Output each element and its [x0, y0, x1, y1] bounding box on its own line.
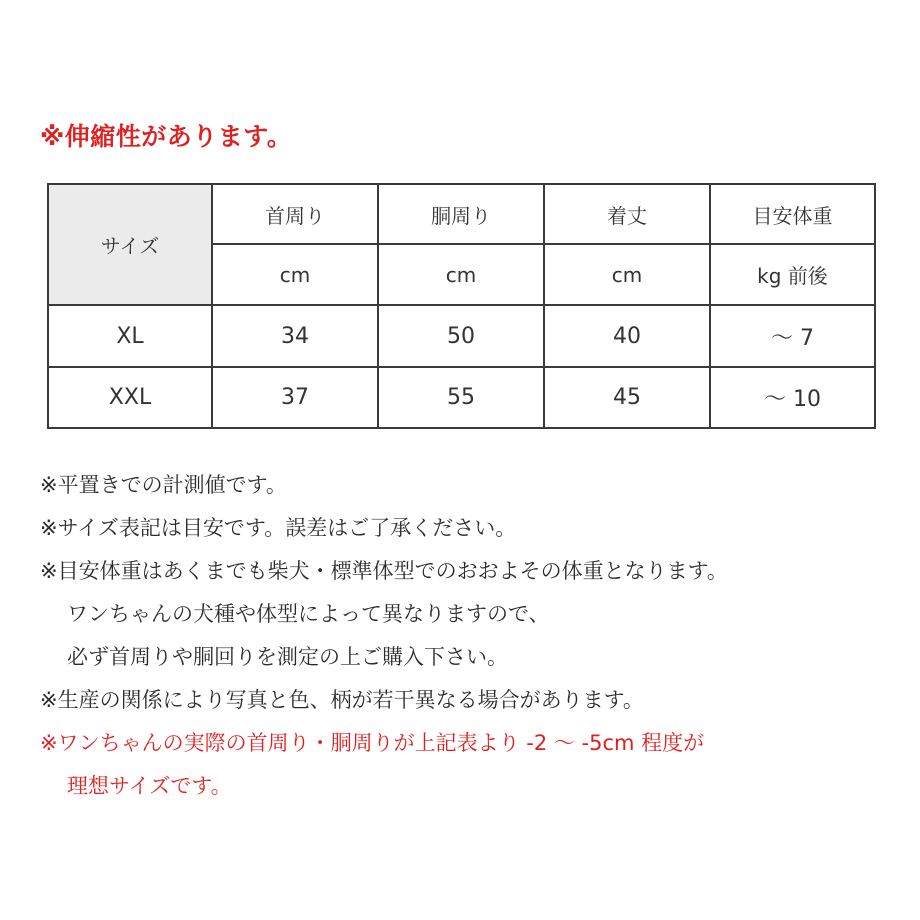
column-header-body: 胴周り — [378, 184, 544, 244]
stretch-notice-headline: ※伸縮性があります。 — [40, 122, 293, 151]
unit-body: cm — [378, 244, 544, 305]
value-length: 40 — [544, 305, 710, 367]
unit-neck: cm — [212, 244, 378, 305]
value-length: 45 — [544, 367, 710, 428]
value-neck: 37 — [212, 367, 378, 428]
value-neck: 34 — [212, 305, 378, 367]
note-weight-guide-cont2: 必ず首周りや胴回りを測定の上ご購入下さい。 — [67, 645, 508, 669]
size-header-cell: サイズ — [48, 184, 212, 305]
note-ideal-size: ※ワンちゃんの実際の首周り・胴周りが上記表より -2 ～ -5cm 程度が — [40, 731, 705, 755]
note-ideal-size-cont: 理想サイズです。 — [67, 774, 232, 798]
header-row-names — [48, 184, 875, 244]
table-row — [48, 367, 875, 428]
value-weight: ～ 7 — [710, 305, 875, 367]
value-body: 55 — [378, 367, 544, 428]
size-label: XXL — [48, 367, 212, 428]
size-chart-table — [47, 183, 876, 429]
value-weight: ～ 10 — [710, 367, 875, 428]
note-weight-guide-cont1: ワンちゃんの犬種や体型によって異なりますので、 — [67, 602, 550, 626]
unit-weight: kg 前後 — [710, 244, 875, 305]
note-production: ※生産の関係により写真と色、柄が若干異なる場合があります。 — [40, 688, 644, 712]
column-header-weight: 目安体重 — [710, 184, 875, 244]
value-body: 50 — [378, 305, 544, 367]
note-weight-guide: ※目安体重はあくまでも柴犬・標準体型でのおおよその体重となります。 — [40, 559, 728, 583]
table-row — [48, 305, 875, 367]
note-measurement: ※平置きでの計測値です。 — [40, 473, 287, 497]
notes-list — [40, 464, 900, 808]
unit-length: cm — [544, 244, 710, 305]
column-header-length: 着丈 — [544, 184, 710, 244]
note-size-approx: ※サイズ表記は目安です。誤差はご了承ください。 — [40, 516, 517, 540]
column-header-neck: 首周り — [212, 184, 378, 244]
size-label: XL — [48, 305, 212, 367]
